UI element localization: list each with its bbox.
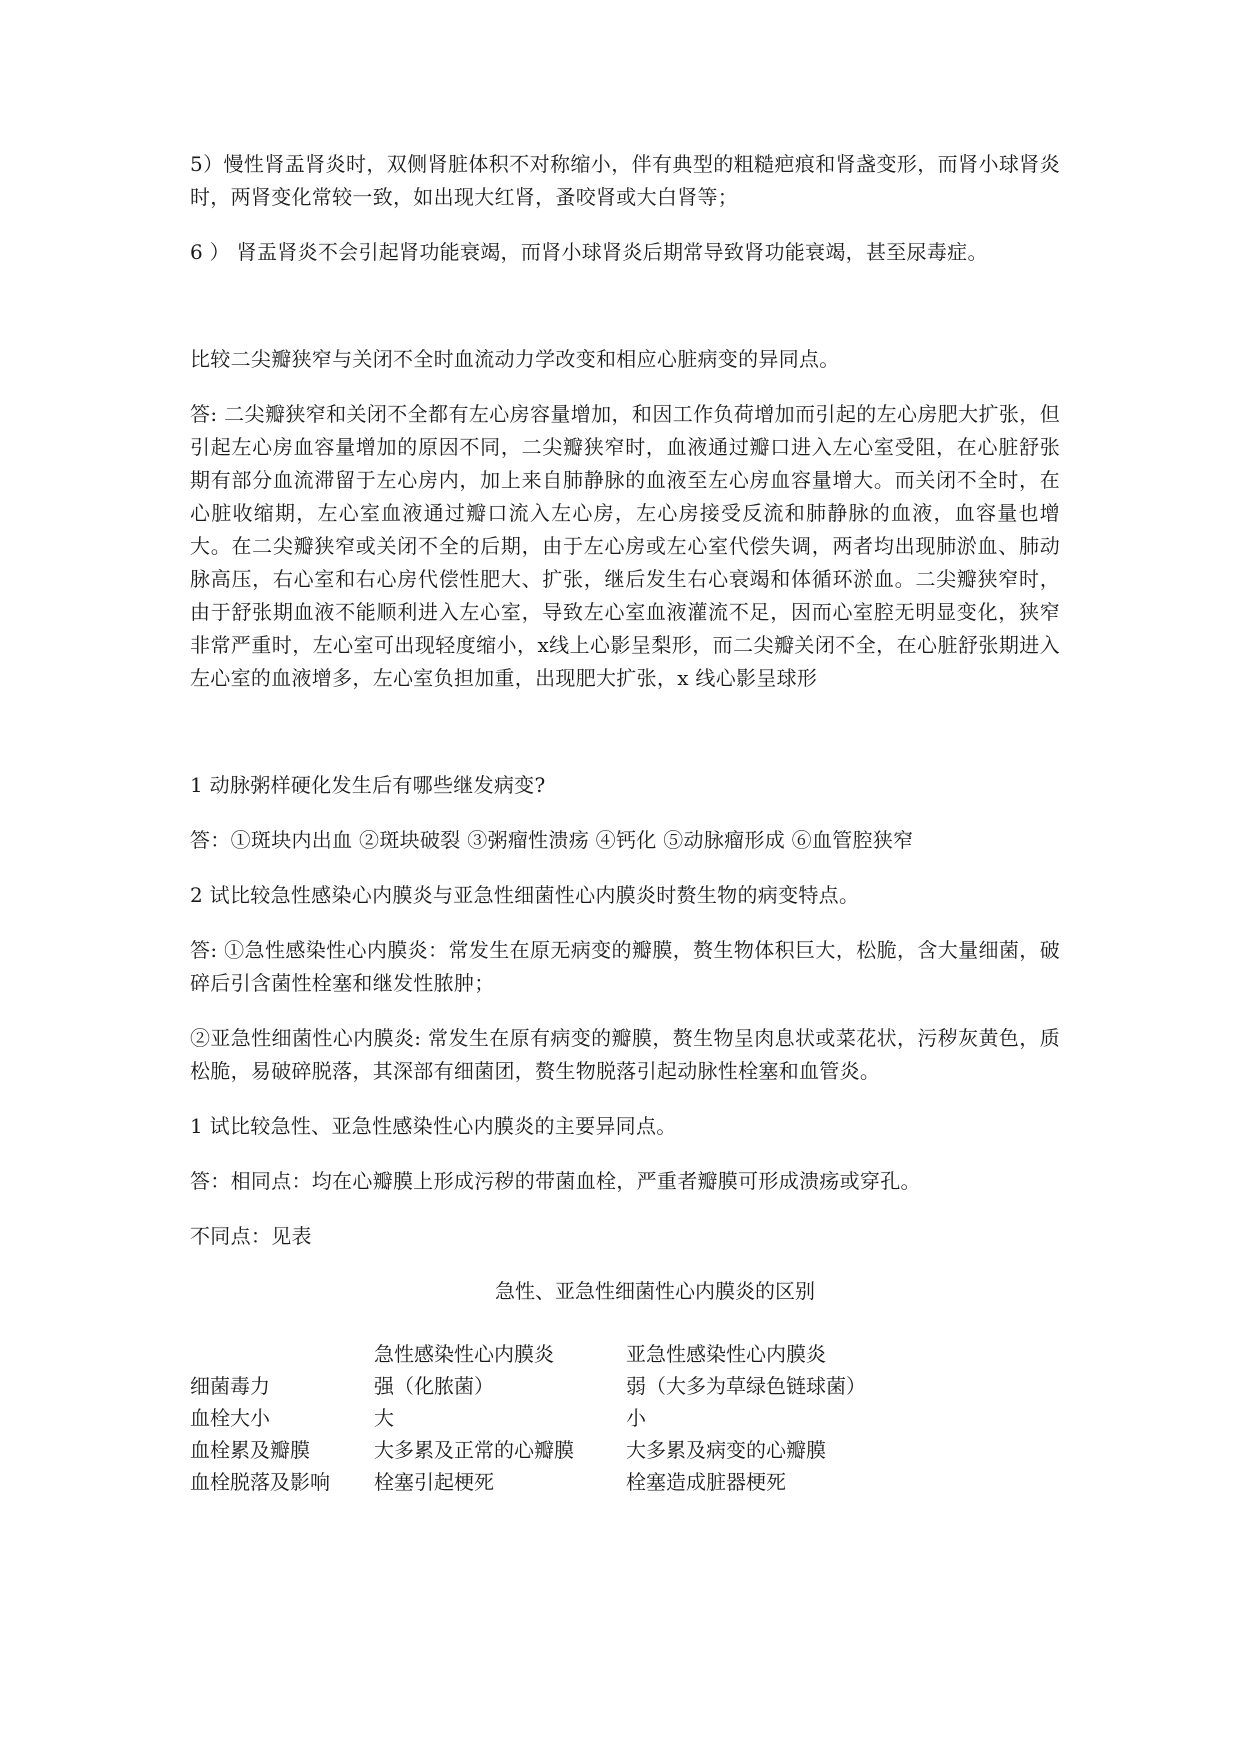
- answer-vegetation-acute: 答: ①急性感染性心内膜炎：常发生在原无病变的瓣膜，赘生物体积巨大，松脆，含大量细菌，破碎后引含菌性栓塞和继发性脓肿；: [190, 938, 1060, 995]
- table-title: 急性、亚急性细菌性心内膜炎的区别: [495, 1279, 815, 1303]
- table-header-cell: 急性感染性心内膜炎: [374, 1342, 554, 1366]
- table-cell: 强（化脓菌）: [374, 1374, 494, 1398]
- table-cell: 栓塞造成脏器梗死: [626, 1470, 786, 1494]
- table-cell: 大: [374, 1406, 394, 1430]
- question-vegetation: 2 试比较急性感染心内膜炎与亚急性细菌性心内膜炎时赘生物的病变特点。: [190, 883, 860, 907]
- question-atherosclerosis: 1 动脉粥样硬化发生后有哪些继发病变?: [190, 773, 546, 797]
- paragraph-6: 6 ） 肾盂肾炎不会引起肾功能衰竭，而肾小球肾炎后期常导致肾功能衰竭，甚至尿毒症。: [190, 240, 988, 264]
- answer-similarities: 答：相同点：均在心瓣膜上形成污秽的带菌血栓，严重者瓣膜可形成溃疡或穿孔。: [190, 1169, 921, 1193]
- table-cell: 细菌毒力: [190, 1374, 270, 1398]
- document-page: [190, 148, 1060, 1498]
- table-row: [190, 1402, 926, 1434]
- table-cell: 血栓脱落及影响: [190, 1470, 330, 1494]
- answer-atherosclerosis: 答：①斑块内出血 ②斑块破裂 ③粥瘤性溃疡 ④钙化 ⑤动脉瘤形成 ⑥血管腔狭窄: [190, 828, 914, 852]
- question-mitral-valve: 比较二尖瓣狭窄与关闭不全时血流动力学改变和相应心脏病变的异同点。: [190, 347, 840, 371]
- answer-mitral-valve: 答: 二尖瓣狭窄和关闭不全都有左心房容量增加，和因工作负荷增加而引起的左心房肥大扩张，但引起左心房血容量增加的原因不同，二尖瓣狭窄时，血液通过瓣口进入左心室受阻，在心脏舒张期有部分血流滞留于左心房内，加上来自肺静脉的血液至左心房血容量增大。而关闭不全时，在心脏收缩期，左心室血液通过瓣口流入左心房，左心房接受反流和肺静脉的血液，血容量也增大。在二尖瓣狭窄或关闭不全的后期，由于左心房或左心室代偿失调，两者均出现肺淤血、肺动脉高压，右心室和右心房代偿性肥大、扩张，继后发生右心衰竭和体循环淤血。二尖瓣狭窄时，由于舒张期血液不能顺利进入左心室，导致左心室血液灌流不足，因而心室腔无明显变化，狭窄非常严重时，左心室可出现轻度缩小，x线上心影呈梨形，而二尖瓣关闭不全，在心脏舒张期进入左心室的血液增多，左心室负担加重，出现肥大扩张，x 线心影呈球形: [190, 402, 1060, 690]
- table-cell: 小: [626, 1406, 646, 1430]
- table-cell: 血栓大小: [190, 1406, 270, 1430]
- table-cell: 大多累及正常的心瓣膜: [374, 1438, 574, 1462]
- table-cell: 大多累及病变的心瓣膜: [626, 1438, 826, 1462]
- table-header-cell: 亚急性感染性心内膜炎: [626, 1342, 826, 1366]
- table-cell: 弱（大多为草绿色链球菌）: [626, 1374, 866, 1398]
- question-endocarditis-compare: 1 试比较急性、亚急性感染性心内膜炎的主要异同点。: [190, 1114, 677, 1138]
- table-row: [190, 1466, 926, 1498]
- paragraph-5: 5）慢性肾盂肾炎时，双侧肾脏体积不对称缩小，伴有典型的粗糙疤痕和肾盏变形，而肾小球肾炎时，两肾变化常较一致，如出现大红肾，蚤咬肾或大白肾等；: [190, 152, 1060, 209]
- answer-differences: 不同点：见表: [190, 1224, 312, 1248]
- comparison-table: [190, 1338, 926, 1498]
- table-cell: 栓塞引起梗死: [374, 1470, 494, 1494]
- table-header-row: [190, 1338, 926, 1370]
- table-header-cell: [190, 1338, 374, 1370]
- table-row: [190, 1370, 926, 1402]
- answer-vegetation-subacute: ②亚急性细菌性心内膜炎: 常发生在原有病变的瓣膜，赘生物呈肉息状或菜花状，污秽灰黄色，质松脆，易破碎脱落，其深部有细菌团，赘生物脱落引起动脉性栓塞和血管炎。: [190, 1026, 1060, 1083]
- table-row: [190, 1434, 926, 1466]
- table-cell: 血栓累及瓣膜: [190, 1438, 310, 1462]
